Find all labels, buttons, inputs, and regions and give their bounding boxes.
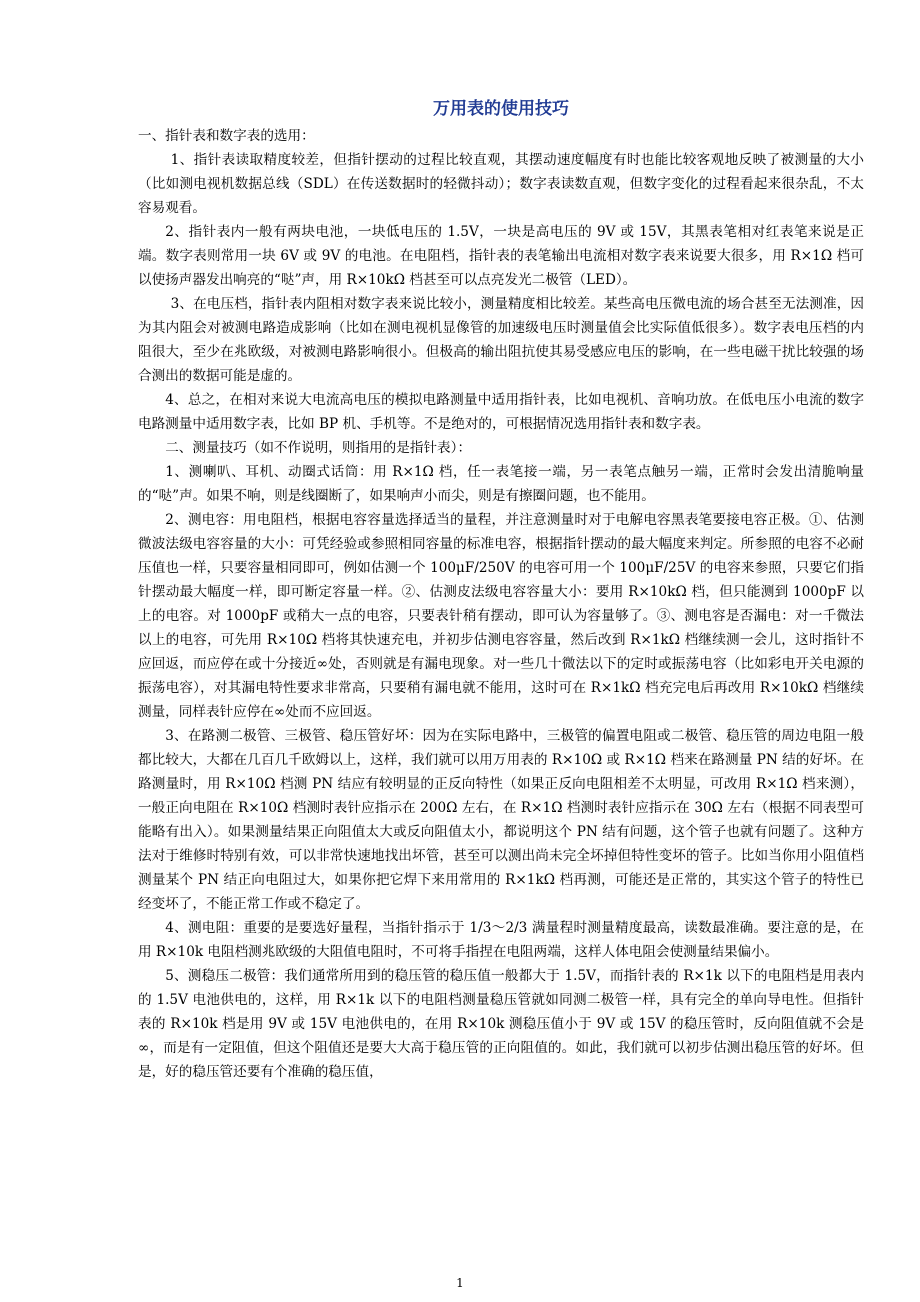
section-2-heading: 二、测量技巧（如不作说明，则指用的是指针表）：: [165, 440, 472, 456]
document-title: 万用表的使用技巧: [433, 99, 569, 119]
document-body: [138, 96, 864, 1084]
section-2-paragraph-3: 3、在路测二极管、三极管、稳压管好坏：因为在实际电路中，三极管的偏置电阻或二极管、稳压管的周边电阻一般都比较大，大都在几百几千欧姆以上，这样，我们就可以用万用表的 R×10Ω 或 R×1Ω 档来在路测量 PN 结的好坏。在路测量时，用 R×10Ω 档测 PN 结应有较明显的正反向特性（如果正反向电阻相差不太明显，可改用 R×1Ω 档来测），一般正向电阻在 R×10Ω 档测时表针应指示在 200Ω 左右，在 R×1Ω 档测时表针应指示在 30Ω 左右（根据不同表型可能略有出入）。如果测量结果正向阻值太大或反向阻值太小，都说明这个 PN 结有问题，这个管子也就有问题了。这种方法对于维修时特别有效，可以非常快速地找出坏管，甚至可以测出尚未完全坏掉但特性变坏的管子。比如当你用小阻值档测量某个 PN 结正向电阻过大，如果你把它焊下来用常用的 R×1kΩ 档再测，可能还是正常的，其实这个管子的特性已经变坏了，不能正常工作或不稳定了。: [138, 728, 864, 912]
section-2-paragraph-2: 2、测电容：用电阻档，根据电容容量选择适当的量程，并注意测量时对于电解电容黑表笔要接电容正极。①、估测微波法级电容容量的大小：可凭经验或参照相同容量的标准电容，根据指针摆动的最大幅度来判定。所参照的电容不必耐压值也一样，只要容量相同即可，例如估测一个 100μF/250V 的电容可用一个 100μF/25V 的电容来参照，只要它们指针摆动最大幅度一样，即可断定容量一样。②、估测皮法级电容容量大小：要用 R×10kΩ 档，但只能测到 1000pF 以上的电容。对 1000pF 或稍大一点的电容，只要表针稍有摆动，即可认为容量够了。③、测电容是否漏电：对一千微法以上的电容，可先用 R×10Ω 档将其快速充电，并初步估测电容容量，然后改到 R×1kΩ 档继续测一会儿，这时指针不应回返，而应停在或十分接近∞处，否则就是有漏电现象。对一些几十微法以下的定时或振荡电容（比如彩电开关电源的振荡电容），对其漏电特性要求非常高，只要稍有漏电就不能用，这时可在 R×1kΩ 档充完电后再改用 R×10kΩ 档继续测量，同样表针应停在∞处而不应回返。: [138, 512, 864, 720]
section-1-paragraph-1: 1、指针表读取精度较差，但指针摆动的过程比较直观，其摆动速度幅度有时也能比较客观地反映了被测量的大小（比如测电视机数据总线（SDL）在传送数据时的轻微抖动）；数字表读数直观，但数字变化的过程看起来很杂乱，不太容易观看。: [138, 152, 864, 216]
section-2-paragraph-5: 5、测稳压二极管：我们通常所用到的稳压管的稳压值一般都大于 1.5V，而指针表的 R×1k 以下的电阻档是用表内的 1.5V 电池供电的，这样，用 R×1k 以下的电阻档测量稳压管就如同测二极管一样，具有完全的单向导电性。但指针表的 R×10k 档是用 9V 或 15V 电池供电的，在用 R×10k 测稳压值小于 9V 或 15V 的稳压管时，反向阻值就不会是∞，而是有一定阻值，但这个阻值还是要大大高于稳压管的正向阻值的。如此，我们就可以初步估测出稳压管的好坏。但是，好的稳压管还要有个准确的稳压值，: [138, 968, 864, 1080]
section-2-paragraph-4: 4、测电阻：重要的是要选好量程，当指针指示于 1/3～2/3 满量程时测量精度最高，读数最准确。要注意的是，在用 R×10k 电阻档测兆欧级的大阻值电阻时，不可将手指捏在电阻两端，这样人体电阻会使测量结果偏小。: [138, 920, 864, 960]
section-1-paragraph-4: 4、总之，在相对来说大电流高电压的模拟电路测量中适用指针表，比如电视机、音响功放。在低电压小电流的数字电路测量中适用数字表，比如 BP 机、手机等。不是绝对的，可根据情况选用指针表和数字表。: [138, 392, 864, 432]
page-number: 1: [456, 1276, 464, 1290]
section-1-paragraph-2: 2、指针表内一般有两块电池，一块低电压的 1.5V，一块是高电压的 9V 或 15V，其黑表笔相对红表笔来说是正端。数字表则常用一块 6V 或 9V 的电池。在电阻档，指针表的表笔输出电流相对数字表来说要大很多，用 R×1Ω 档可以使扬声器发出响亮的“哒”声，用 R×10kΩ 档甚至可以点亮发光二极管（LED）。: [138, 224, 864, 288]
section-1-heading: 一、指针表和数字表的选用：: [138, 128, 315, 144]
section-1-paragraph-3: 3、在电压档，指针表内阻相对数字表来说比较小，测量精度相比较差。某些高电压微电流的场合甚至无法测准，因为其内阻会对被测电路造成影响（比如在测电视机显像管的加速级电压时测量值会比实际值低很多）。数字表电压档的内阻很大，至少在兆欧级，对被测电路影响很小。但极高的输出阻抗使其易受感应电压的影响，在一些电磁干扰比较强的场合测出的数据可能是虚的。: [138, 296, 864, 384]
section-2-paragraph-1: 1、测喇叭、耳机、动圈式话筒：用 R×1Ω 档，任一表笔接一端，另一表笔点触另一端，正常时会发出清脆响量的“哒”声。如果不响，则是线圈断了，如果响声小而尖，则是有擦圈问题，也不能用。: [138, 464, 864, 504]
